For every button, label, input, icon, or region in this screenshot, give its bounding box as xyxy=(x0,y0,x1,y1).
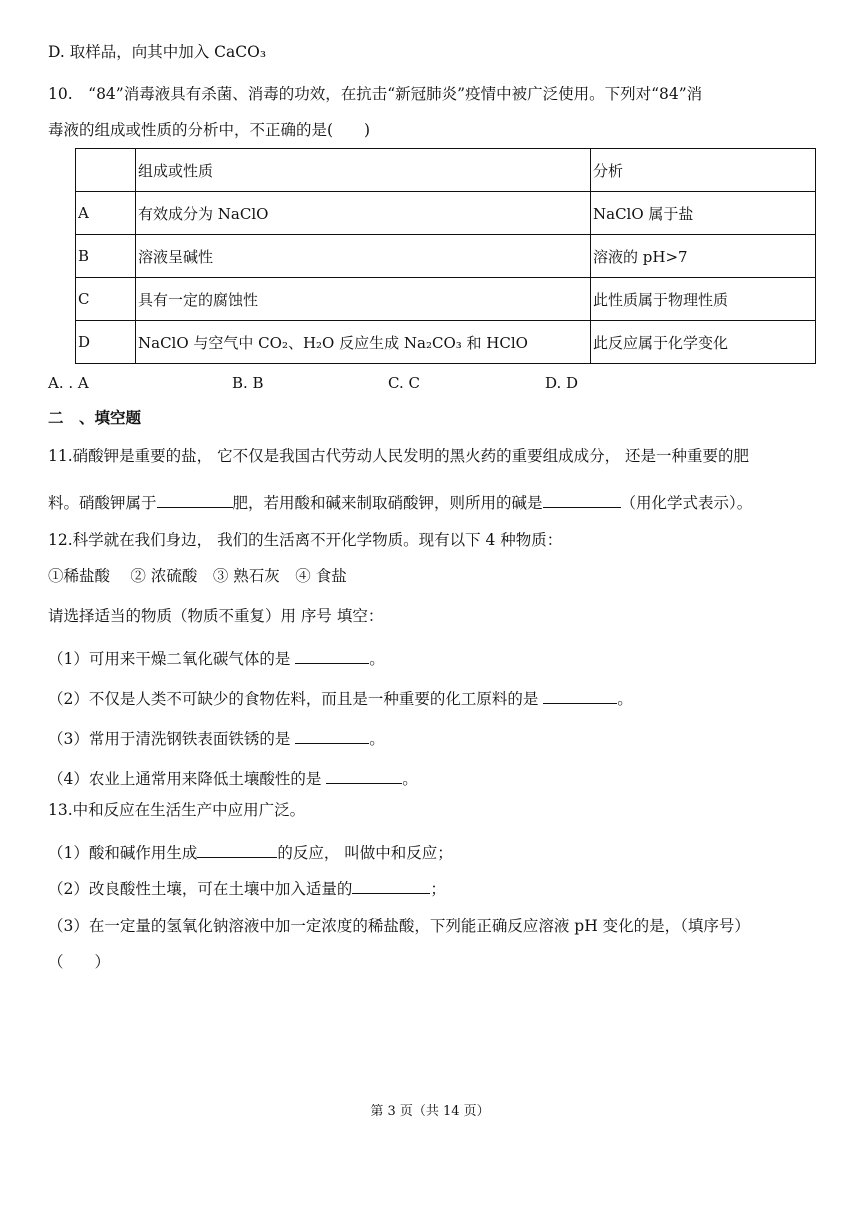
table-cell xyxy=(76,149,136,192)
q13-sub3-paren: （ ） xyxy=(48,953,111,971)
q12-sub1-text: （1）可用来干燥二氧化碳气体的是 xyxy=(48,650,296,668)
q13-blank-2[interactable] xyxy=(352,876,430,894)
q12-blank-2[interactable] xyxy=(543,686,617,704)
table-header-row xyxy=(76,149,816,192)
q13-sub2 xyxy=(48,876,446,899)
q12-blank-4[interactable] xyxy=(326,766,402,784)
q11-blank-1[interactable] xyxy=(157,490,233,508)
table-cell: 此反应属于化学变化 xyxy=(591,321,816,364)
q12-sub2-end: 。 xyxy=(617,690,633,708)
q12-instruction: 请选择适当的物质（物质不重复）用 序号 填空： xyxy=(48,607,384,625)
q11-text-c: （用化学式表示）。 xyxy=(620,494,753,512)
q12-sub3 xyxy=(48,726,385,749)
q13-sub2-end: ； xyxy=(430,880,446,898)
table-cell: 分析 xyxy=(591,149,816,192)
table-cell: 溶液呈碱性 xyxy=(136,235,591,278)
q13-sub1 xyxy=(48,840,453,863)
table-cell: B xyxy=(76,235,136,278)
q13-sub1-end: 的反应， 叫做中和反应； xyxy=(277,844,453,862)
table-cell: D xyxy=(76,321,136,364)
table-cell: 有效成分为 NaClO xyxy=(136,192,591,235)
q11-text-b: 肥，若用酸和碱来制取硝酸钾，则所用的碱是 xyxy=(232,494,543,512)
q13-sub3: （3）在一定量的氢氧化钠溶液中加一定浓度的稀盐酸，下列能正确反应溶液 pH 变化的是，（填序号） xyxy=(48,917,750,935)
q13-blank-1[interactable] xyxy=(197,840,277,858)
q12-sub4 xyxy=(48,766,418,789)
q11-stem-line1: 11.硝酸钾是重要的盐， 它不仅是我国古代劳动人民发明的黑火药的重要组成成分， 还是一种重要的肥 xyxy=(48,447,750,465)
table-cell: NaClO 属于盐 xyxy=(591,192,816,235)
table-cell: 溶液的 pH>7 xyxy=(591,235,816,278)
q10-stem-line2: 毒液的组成或性质的分析中，不正确的是( ) xyxy=(48,121,371,139)
q12-sub3-text: （3）常用于清洗钢铁表面铁锈的是 xyxy=(48,730,296,748)
table-cell: A xyxy=(76,192,136,235)
table-row xyxy=(76,321,816,364)
table-cell: 具有一定的腐蚀性 xyxy=(136,278,591,321)
q11-stem-line2 xyxy=(48,490,752,513)
table-row xyxy=(76,235,816,278)
q13-intro: 13.中和反应在生活生产中应用广泛。 xyxy=(48,801,306,819)
q12-sub4-text: （4）农业上通常用来降低土壤酸性的是 xyxy=(48,770,327,788)
q12-sub3-end: 。 xyxy=(369,730,385,748)
table-row xyxy=(76,192,816,235)
q11-blank-2[interactable] xyxy=(543,490,621,508)
section-title: 二 、填空题 xyxy=(48,409,142,427)
q10-choice-b: B. B xyxy=(232,374,264,392)
q10-choice-c: C. C xyxy=(388,374,420,392)
q10-options-table xyxy=(75,148,816,364)
q12-sub2-text: （2）不仅是人类不可缺少的食物佐料，而且是一种重要的化工原料的是 xyxy=(48,690,544,708)
q12-sub1 xyxy=(48,646,385,669)
q12-sub2 xyxy=(48,686,633,709)
page-footer: 第 3 页（共 14 页） xyxy=(370,1104,490,1119)
table-cell: 组成或性质 xyxy=(136,149,591,192)
table-row xyxy=(76,278,816,321)
q10-stem-line1: 10. “84”消毒液具有杀菌、消毒的功效，在抗击“新冠肺炎”疫情中被广泛使用。下列对“84”消 xyxy=(48,85,703,103)
q12-blank-1[interactable] xyxy=(295,646,369,664)
table-cell: NaClO 与空气中 CO₂、H₂O 反应生成 Na₂CO₃ 和 HClO xyxy=(136,321,591,364)
q12-sub4-end: 。 xyxy=(402,770,418,788)
q12-intro: 12.科学就在我们身边， 我们的生活离不开化学物质。现有以下 4 种物质： xyxy=(48,531,563,549)
table-cell: C xyxy=(76,278,136,321)
q11-text-a: 料。硝酸钾属于 xyxy=(48,494,157,512)
q12-substances: ①稀盐酸 ② 浓硫酸 ③ 熟石灰 ④ 食盐 xyxy=(48,567,347,585)
q9-option-d: D. 取样品，向其中加入 CaCO₃ xyxy=(48,43,267,61)
table-cell: 此性质属于物理性质 xyxy=(591,278,816,321)
q13-sub1-text: （1）酸和碱作用生成 xyxy=(48,844,198,862)
q10-choice-a: A. . A xyxy=(48,374,89,392)
q12-blank-3[interactable] xyxy=(295,726,369,744)
q13-sub2-text: （2）改良酸性土壤，可在土壤中加入适量的 xyxy=(48,880,353,898)
q12-sub1-end: 。 xyxy=(369,650,385,668)
q10-choice-d: D. D xyxy=(545,374,579,392)
